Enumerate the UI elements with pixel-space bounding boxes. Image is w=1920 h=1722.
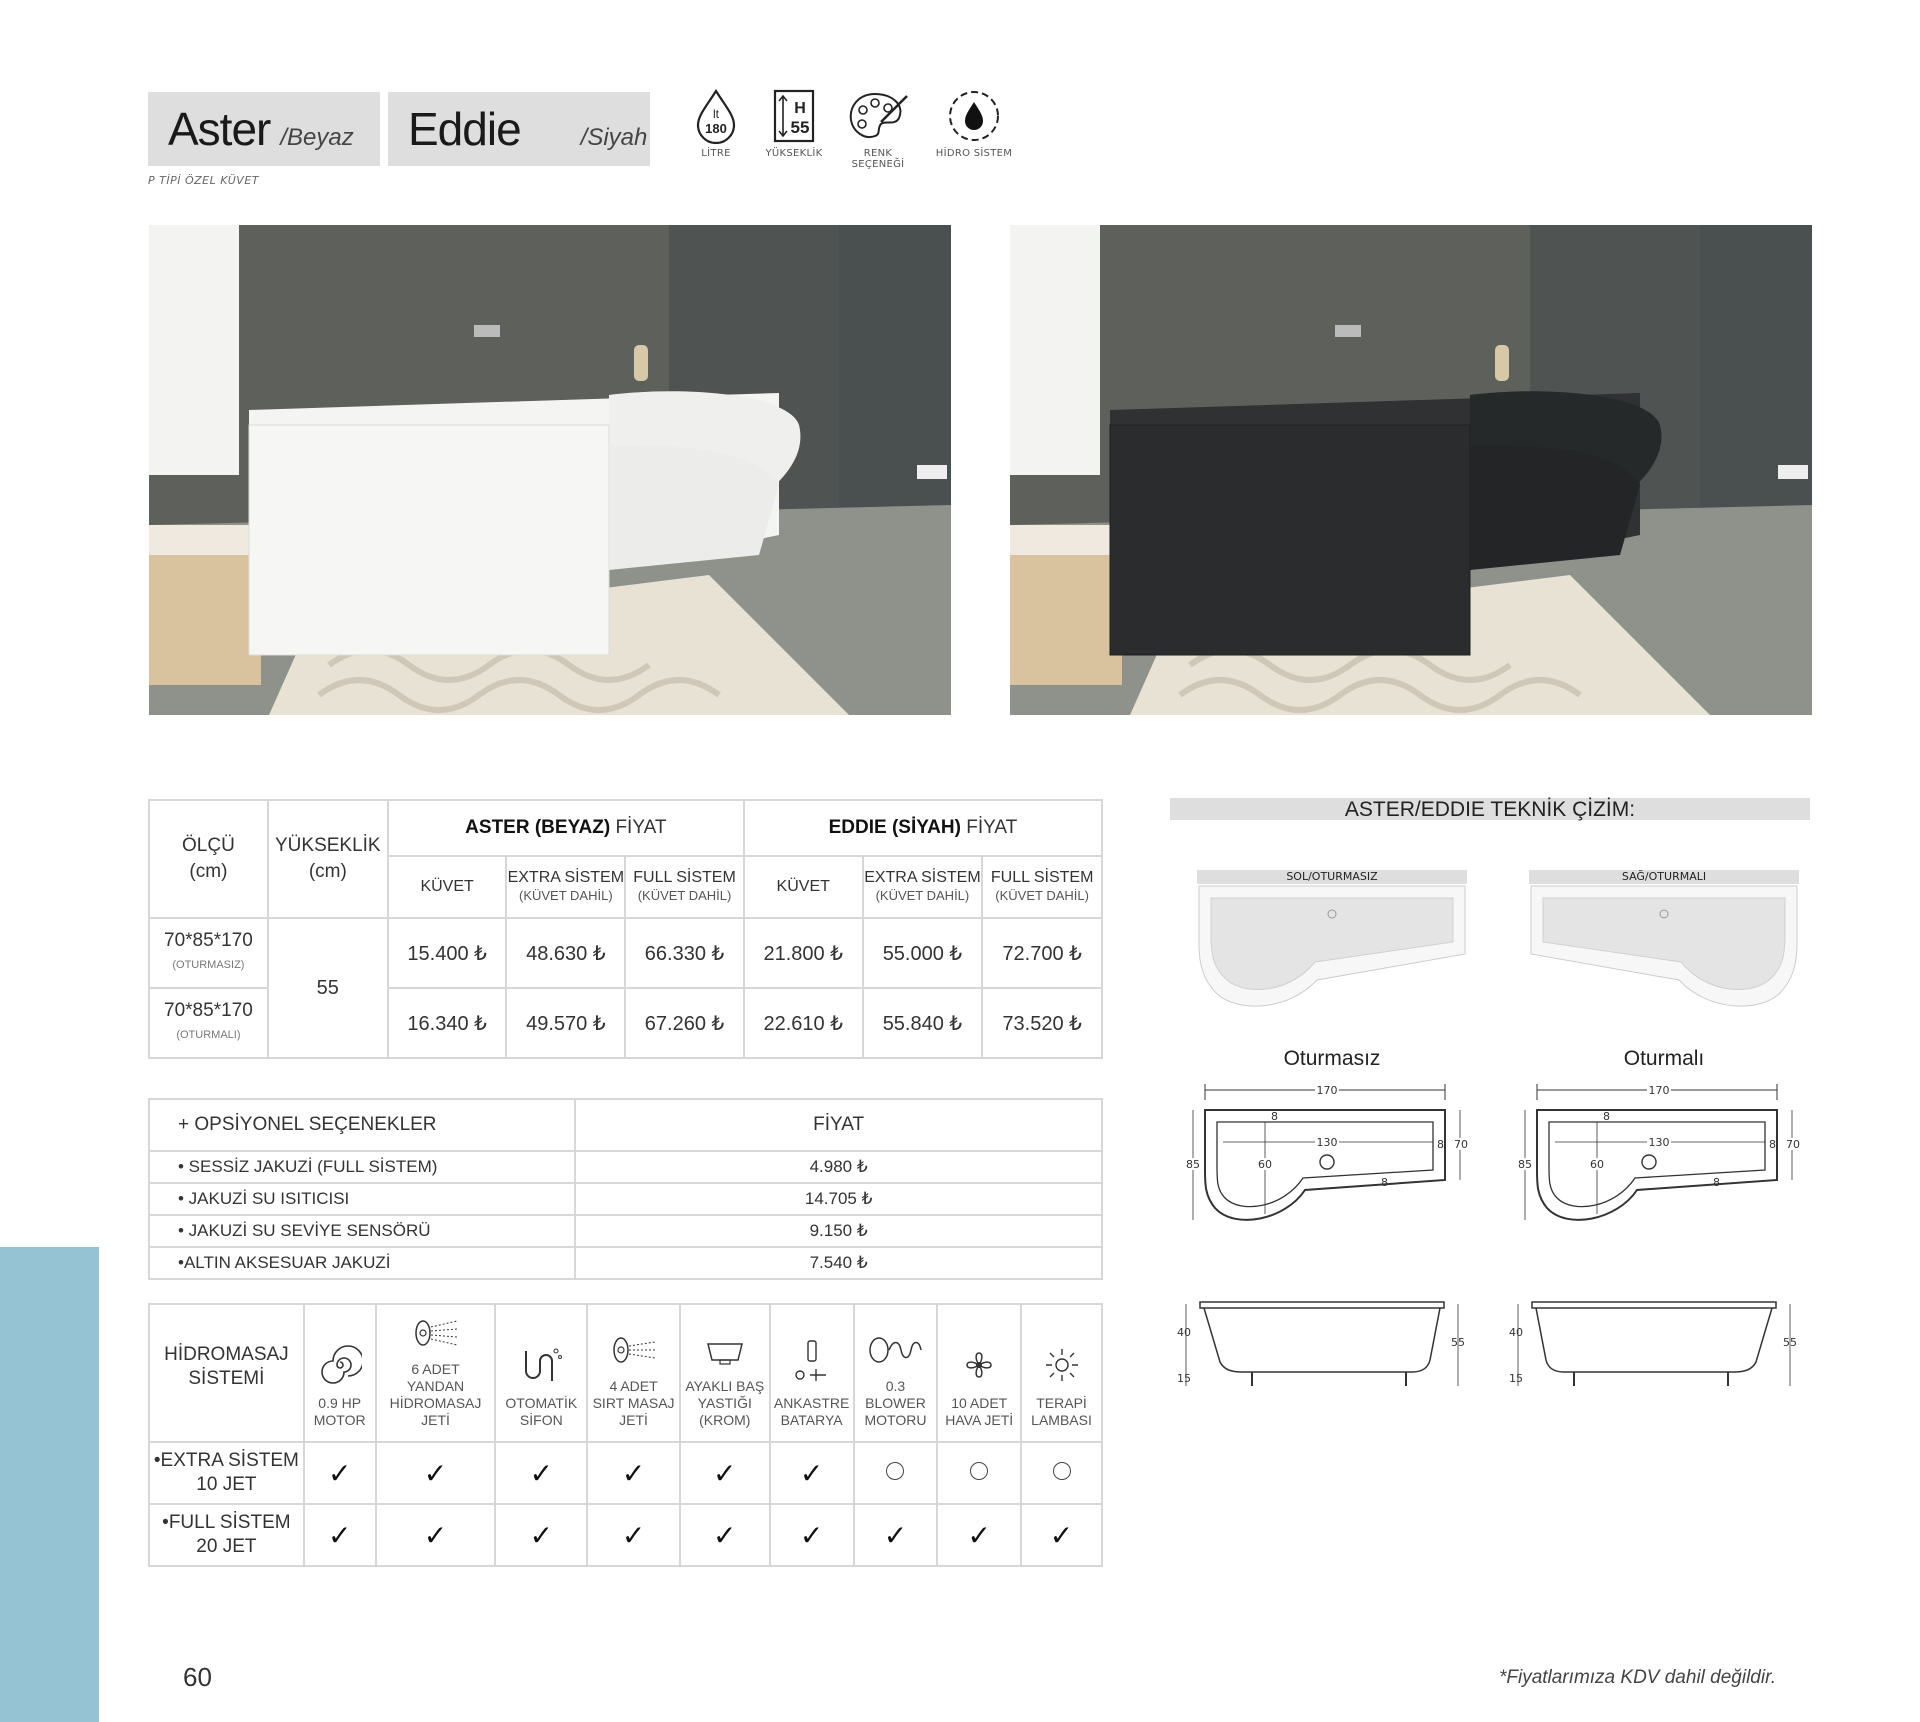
svg-text:H: H [794,100,806,117]
options-price-header: FİYAT [575,1099,1102,1151]
aster-price-header: ASTER (BEYAZ) FİYAT [388,800,744,856]
svg-text:170: 170 [1648,1084,1670,1097]
empty-circle-icon [1053,1462,1071,1480]
feature-cell [854,1504,938,1566]
svg-text:8: 8 [1713,1176,1720,1189]
feature-cell [587,1504,680,1566]
options-header: + OPSİYONEL SEÇENEKLER [149,1099,575,1151]
price-table [148,799,1103,1059]
side-jet-icon [411,1315,461,1351]
svg-text:130: 130 [1316,1136,1338,1149]
hydromassage-table [148,1303,1103,1567]
system-label: •FULL SİSTEM 20 JET [149,1504,304,1566]
full-system-header: FULL SİSTEM (KÜVET DAHİL) [982,856,1102,918]
svg-text:55: 55 [790,118,810,137]
check-icon: ✓ [529,1457,554,1489]
check-icon: ✓ [327,1457,352,1489]
empty-circle-icon [970,1462,988,1480]
right-view-name: Oturmalı [1623,1047,1705,1070]
option-price: 9.150 ₺ [575,1215,1102,1247]
feature-height [752,88,836,159]
feature-label: HİDRO SİSTEM [935,148,1013,159]
back-jet-icon [609,1332,659,1368]
eddie-price-header: EDDIE (SİYAH) FİYAT [744,800,1102,856]
faucet-icon [792,1339,832,1385]
feature-cell [304,1504,376,1566]
feature-side-jets: 6 ADET YANDAN HİDROMASAJ JETİ [376,1304,496,1442]
product-name-eddie [388,92,650,166]
svg-text:55: 55 [1451,1336,1465,1349]
product-name: Eddie [408,103,521,155]
extra-system-header: EXTRA SİSTEM (KÜVET DAHİL) [863,856,983,918]
feature-air-jets: 10 ADET HAVA JETİ [937,1304,1021,1442]
height-cell: 55 [268,918,388,1058]
liter-drop-icon [693,88,739,144]
svg-text:60: 60 [1590,1158,1604,1171]
right-top-view-drawing [1507,1080,1807,1240]
price-cell: 55.840 ₺ [863,988,983,1058]
therapy-lamp-icon [1042,1345,1082,1385]
table-row [149,1504,1102,1566]
technical-drawing-title: ASTER/EDDIE TEKNİK ÇİZİM: [1170,798,1810,820]
check-icon: ✓ [529,1519,554,1551]
right-side-view-drawing [1504,1300,1804,1400]
feature-cell [937,1442,1021,1504]
eddie-black-bathtub-photo [1010,225,1812,715]
table-row [149,1183,1102,1215]
kuvet-header: KÜVET [744,856,863,918]
svg-text:60: 60 [1258,1158,1272,1171]
table-row [149,1442,1102,1504]
empty-circle-icon [886,1462,904,1480]
feature-therapy-lamp: TERAPİ LAMBASI [1021,1304,1102,1442]
price-cell: 67.260 ₺ [625,988,744,1058]
blower-icon [867,1332,923,1368]
svg-text:180: 180 [705,121,727,136]
svg-text:85: 85 [1518,1158,1532,1171]
left-view-name: Oturmasız [1283,1047,1381,1070]
hydromassage-title: HİDROMASAJ SİSTEMİ [149,1304,304,1442]
feature-color [836,88,920,170]
price-cell: 72.700 ₺ [982,918,1102,988]
feature-cell [680,1442,770,1504]
check-icon: ✓ [327,1519,352,1551]
feature-cell [495,1504,587,1566]
svg-text:15: 15 [1509,1372,1523,1385]
price-cell: 55.000 ₺ [863,918,983,988]
product-name-aster [148,92,380,166]
right-tub-render [1529,884,1799,1024]
svg-text:8: 8 [1381,1176,1388,1189]
option-price: 4.980 ₺ [575,1151,1102,1183]
size-cell: 70*85*170 (OTURMALI) [149,988,268,1058]
system-label: •EXTRA SİSTEM 10 JET [149,1442,304,1504]
right-view-caption: SAĞ/OTURMALI [1529,870,1799,884]
svg-text:8: 8 [1271,1110,1278,1123]
height-column-header: YÜKSEKLİK (cm) [268,800,388,918]
feature-cell [376,1442,496,1504]
svg-text:15: 15 [1177,1372,1191,1385]
feature-cell [1021,1442,1102,1504]
check-icon: ✓ [621,1519,646,1551]
feature-liters [674,88,758,159]
check-icon: ✓ [799,1519,824,1551]
option-label: •ALTIN AKSESUAR JAKUZİ [149,1247,575,1279]
svg-text:85: 85 [1186,1158,1200,1171]
size-cell: 70*85*170 (OTURMASIZ) [149,918,268,988]
check-icon: ✓ [423,1457,448,1489]
feature-siphon: OTOMATİK SİFON [495,1304,587,1442]
table-row [149,1215,1102,1247]
svg-text:40: 40 [1509,1326,1523,1339]
price-cell: 48.630 ₺ [506,918,625,988]
extra-system-header: EXTRA SİSTEM (KÜVET DAHİL) [506,856,625,918]
product-subtitle: P TİPİ ÖZEL KÜVET [148,174,260,187]
page-number: 60 [183,1662,212,1692]
check-icon: ✓ [883,1519,908,1551]
feature-cell [680,1504,770,1566]
aster-white-bathtub-photo [149,225,951,715]
option-price: 7.540 ₺ [575,1247,1102,1279]
left-tub-render [1197,884,1467,1024]
svg-text:55: 55 [1783,1336,1797,1349]
feature-blower: 0.3 BLOWER MOTORU [854,1304,938,1442]
vat-note: *Fiyatlarımıza KDV dahil değildir. [1498,1667,1776,1688]
option-label: • SESSİZ JAKUZİ (FULL SİSTEM) [149,1151,575,1183]
feature-cell [770,1442,854,1504]
side-color-band [0,1247,99,1722]
feature-cell [1021,1504,1102,1566]
table-row [149,1151,1102,1183]
height-icon [771,88,817,144]
option-label: • JAKUZİ SU SEVİYE SENSÖRÜ [149,1215,575,1247]
options-table [148,1098,1103,1280]
full-system-header: FULL SİSTEM (KÜVET DAHİL) [625,856,744,918]
check-icon: ✓ [621,1457,646,1489]
feature-cell [376,1504,496,1566]
svg-text:40: 40 [1177,1326,1191,1339]
feature-hydro [932,88,1016,159]
check-icon: ✓ [1049,1519,1074,1551]
feature-cell [304,1442,376,1504]
feature-label: LİTRE [701,148,731,159]
svg-text:70: 70 [1786,1138,1800,1151]
option-label: • JAKUZİ SU ISITICISI [149,1183,575,1215]
svg-text:70: 70 [1454,1138,1468,1151]
product-name: Aster [168,103,271,155]
feature-faucet: ANKASTRE BATARYA [770,1304,854,1442]
left-view-caption: SOL/OTURMASIZ [1197,870,1467,884]
feature-headrest: AYAKLI BAŞ YASTIĞI (KROM) [680,1304,770,1442]
svg-text:130: 130 [1648,1136,1670,1149]
price-cell: 22.610 ₺ [744,988,863,1058]
price-cell: 16.340 ₺ [388,988,507,1058]
svg-text:lt: lt [713,107,719,121]
svg-text:8: 8 [1437,1138,1444,1151]
svg-text:8: 8 [1603,1110,1610,1123]
check-icon: ✓ [713,1519,737,1551]
size-column-header: ÖLÇÜ (cm) [149,800,268,918]
left-side-view-drawing [1172,1300,1472,1400]
price-cell: 15.400 ₺ [388,918,507,988]
hydro-system-icon [946,88,1002,144]
feature-cell [587,1442,680,1504]
product-variant: /Siyah [580,124,648,151]
check-icon: ✓ [799,1457,824,1489]
price-cell: 49.570 ₺ [506,988,625,1058]
product-variant: /Beyaz [280,124,354,151]
palette-icon [845,88,911,144]
table-row [149,918,1102,988]
price-cell: 21.800 ₺ [744,918,863,988]
feature-cell [770,1504,854,1566]
spiral-motor-icon [318,1345,362,1385]
svg-text:170: 170 [1316,1084,1338,1097]
feature-label: YÜKSEKLİK [765,148,823,159]
table-row [149,1247,1102,1279]
headrest-icon [700,1338,750,1368]
price-cell: 73.520 ₺ [982,988,1102,1058]
feature-back-jets: 4 ADET SIRT MASAJ JETİ [587,1304,680,1442]
svg-text:8: 8 [1769,1138,1776,1151]
feature-motor: 0.9 HP MOTOR [304,1304,376,1442]
left-top-view-drawing [1175,1080,1475,1240]
check-icon: ✓ [967,1519,991,1551]
check-icon: ✓ [423,1519,448,1551]
feature-cell [854,1442,938,1504]
siphon-icon [518,1345,564,1385]
option-price: 14.705 ₺ [575,1183,1102,1215]
kuvet-header: KÜVET [388,856,507,918]
feature-cell [495,1442,587,1504]
check-icon: ✓ [713,1457,737,1489]
air-jet-icon [959,1345,999,1385]
price-cell: 66.330 ₺ [625,918,744,988]
feature-cell [937,1504,1021,1566]
feature-label: RENK SEÇENEĞİ [851,148,905,170]
